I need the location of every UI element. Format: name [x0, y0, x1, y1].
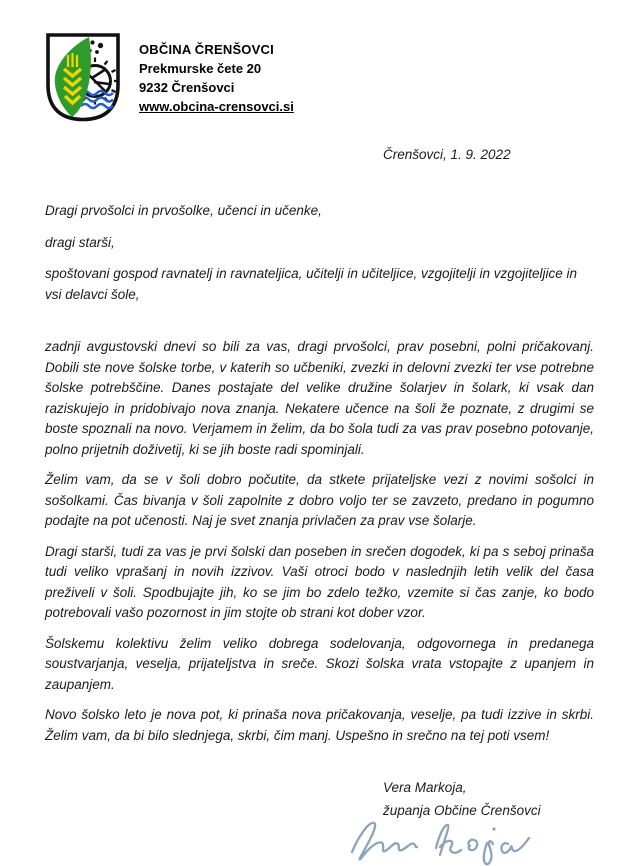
- letterhead: [45, 33, 594, 122]
- letter-body: [45, 337, 594, 746]
- body-paragraph: Šolskemu kolektivu želim veliko dobrega sodelovanja, odgovornega in predanega soustvarjanja, veselja, prijateljstva in sreče. Skozi šolska vrata vstopajte z upanjem in zaupanjem.: [45, 635, 594, 692]
- org-website-link[interactable]: www.obcina-crensovci.si: [139, 99, 294, 114]
- body-paragraph: zadnji avgustovski dnevi so bili za vas, dragi prvošolci, prav posebni, polni pričakovanj. Dobili ste nove šolske torbe, v katerih so učbeniki, zvezki in delovni zvezki ter vse potrebne šolske potrebščine. Danes postajate del velike družine šolarjev in šolark, ki vsak dan raziskujejo in pridobivajo nova znanja. Nekatere učence na šoli že poznate, z drugimi se boste spoznali na novo. Verjamem in želim, da bo šola tudi za vas prav posebno potovanje, polno prijetnih doživetij, ki se jih boste radi spominjali.: [45, 339, 594, 457]
- org-address-block: [139, 33, 294, 116]
- salutation-line: Dragi prvošolci in prvošolke, učenci in učenke,: [45, 203, 322, 218]
- org-address-line2: 9232 Črenšovci: [139, 80, 235, 95]
- salutation-line: spoštovani gospod ravnatelj in ravnateljica, učitelji in učiteljice, vzgojitelji in vzgojiteljice in vsi delavci šole,: [45, 266, 578, 302]
- salutations: [45, 201, 594, 305]
- salutation-line: dragi starši,: [45, 234, 115, 250]
- municipality-coat-of-arms: [45, 33, 121, 122]
- body-paragraph: Novo šolsko leto je nova pot, ki prinaša nova pričakovanja, veselje, pa tudi izzive in skrbi. Želim vam, da bi bilo slednjega, skrbi, čim manj. Uspešno in srečno na tej poti vsem!: [45, 707, 594, 743]
- body-paragraph: Dragi starši, tudi za vas je prvi šolski dan poseben in srečen dogodek, ki pa s seboj prinaša tudi veliko vprašanj in novih izzivov. Vaši otroci bodo v naslednjih letih velik del časa preživeli v šoli. Spodbujajte jih, ko se jim bo zdelo težko, vzemite si čas zanje, ko bodo potrebovali vašo pozornost in jim stojte ob strani kot dober vzor.: [45, 543, 594, 620]
- dateline: Črenšovci, 1. 9. 2022: [383, 147, 511, 162]
- signer-title: županja Občine Črenšovci: [383, 803, 541, 818]
- body-paragraph: Želim vam, da se v šoli dobro počutite, da stkete prijateljske vezi z novimi sošolci in sošolkami. Čas bivanja v šoli zapolnite z dobro voljo ter se zavzeto, predano in pogumno podajte na pot učenosti. Naj je svet znanja privlačen za prav vse šolarje.: [45, 472, 594, 528]
- signer-name: Vera Markoja,: [383, 780, 467, 795]
- org-name: OBČINA ČRENŠOVCI: [139, 42, 274, 57]
- org-address-line1: Prekmurske čete 20: [139, 61, 262, 76]
